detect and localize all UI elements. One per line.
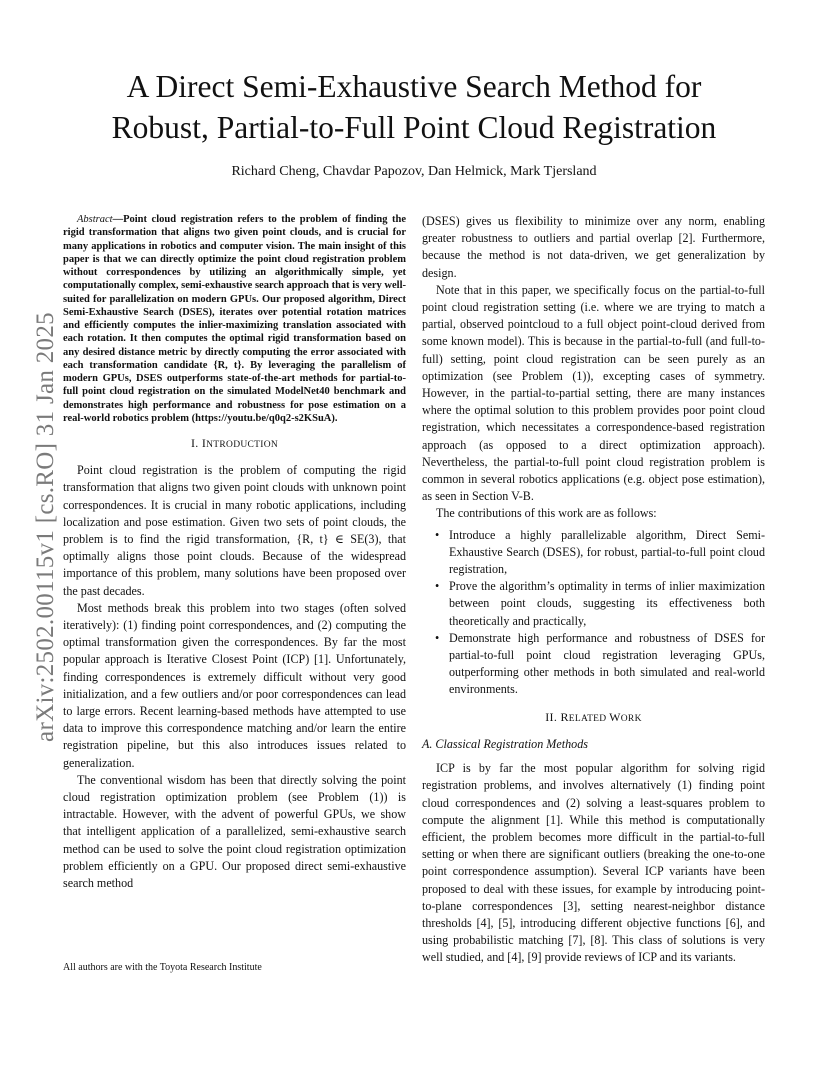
paragraph: Note that in this paper, we specifically focus on the partial-to-full point cloud registration setting (i.e. where we are trying to match a partial, observed pointcloud to a full object point-cloud derived from some known model). This is because in the partial-to-full (and full-to-full) setting, point cloud registration can be seen purely as an optimization (see Problem (1)), excepting cases of symmetry. However, in the partial-to-partial setting, there are many instances where the optimal solution to this problem provides poor point cloud registration, which necessitates a correspondence-based registration approach (as opposed to a direct optimization approach). Nevertheless, the partial-to-full point cloud registration problem is common in several robotics applications (e.g. object pose estimation), as seen in Section V-B. [422,282,765,504]
paragraph: The conventional wisdom has been that directly solving the point cloud registration optimization problem (see Problem (1)) is intractable. However, with the advent of powerful GPUs, we show that intelligent application of a parallelized, semi-exhaustive search method can be used to solve the point cloud registration optimization problem efficiently on a GPU. Our proposed direct semi-exhaustive search method [63,772,406,891]
title-line-2: Robust, Partial-to-Full Point Cloud Registration [111,110,717,145]
paragraph: Most methods break this problem into two stages (often solved iteratively): (1) finding point correspondences, and (2) computing the optimal transformation given the correspondences. By far the most popular approach is Iterative Closest Point (ICP) [1]. Unfortunately, finding correspondences is extremely difficult without very good initialization, and a few outliers and/or poor correspondences can lead to large errors. Recent learning-based methods have attempted to use data to improve this correspondence matching and/or learn the entire registration pipeline, but this also introduces issues related to generalization. [63,600,406,770]
section-heading-introduction: I. INTRODUCTION [190,436,279,450]
abstract-label: Abstract [77,214,113,225]
arxiv-identifier: arXiv:2502.00115v1 [cs.RO] 31 Jan 2025 [32,312,59,742]
subsection-heading: A. Classical Registration Methods [422,736,588,751]
section-heading-related-work: II. RELATED WORK [545,709,642,724]
paragraph: The contributions of this work are as follows: [436,506,657,521]
paper-title [60,66,768,148]
left-column [63,213,406,892]
list-item: • Prove the algorithm’s optimality in terms of inlier maximization between point clouds, suggesting its effectiveness both theoretically and practically, [449,578,765,630]
list-item: • Introduce a highly parallelizable algorithm, Direct Semi-Exhaustive Search (DSES), for robust, partial-to-full point cloud registration, [449,527,765,579]
author-list: Richard Cheng, Chavdar Papozov, Dan Helmick, Mark Tjersland [231,164,597,179]
paragraph: (DSES) gives us flexibility to minimize over any norm, enabling greater robustness to outliers and partial overlap [2]. Furthermore, because the method is not data-driven, we get generalization by design. [422,214,765,280]
title-line-1: A Direct Semi-Exhaustive Search Method for [126,69,702,104]
list-item: • Demonstrate high performance and robustness of DSES for partial-to-full point cloud registration leveraging GPUs, outperforming other methods in both simulated and real-world environments. [449,630,765,699]
footnote: All authors are with the Toyota Research Institute [63,962,262,973]
abstract-text: Point cloud registration refers to the problem of finding the rigid transformation that aligns two given point clouds, and is crucial for many applications in robotics and computer vision. The main insight of this paper is that we can directly optimize the point cloud registration problem without correspondences by utilizing an algorithmically simple, yet computationally complex, semi-exhaustive search approach that is very well-suited for parallelization on modern GPUs. Our proposed algorithm, Direct Semi-Exhaustive Search (DSES), iterates over potential rotation matrices and efficiently computes the inlier-maximizing translation associated with each rotation. It then computes the optimal rigid transformation based on any desired distance metric by directly computing the error associated with each transformation candidate {R, t}. By leveraging the parallelism of modern GPUs, DSES outperforms state-of-the-art methods for partial-to-full point cloud registration on the simulated ModelNet40 benchmark and demonstrates high performance and robustness for pose estimation on a real-world robotics problem (https://youtu.be/q0q2-s2KSuA). [63,214,406,424]
contributions-list [422,527,765,699]
right-column [422,213,765,967]
paragraph: Point cloud registration is the problem of computing the rigid transformation that aligns two given point clouds with unknown point correspondences. It is crucial in many robotic applications, including localization and pose estimation. Given two sets of point clouds, the problem is to find the rigid transformation, {R, t} ∈ SE(3), that optimally aligns those point clouds. Because of the widespread importance of this problem, many solutions have been proposed over the past decades. [63,463,406,598]
abstract: Abstract—Point cloud registration refers to the problem of finding the rigid transformation that aligns two given point clouds, and is crucial for many applications in robotics and computer vision. The main insight of this paper is that we can directly optimize the point cloud registration problem without correspondences by utilizing an algorithmically simple, yet computationally complex, semi-exhaustive search approach that is very well-suited for parallelization on modern GPUs. Our proposed algorithm, Direct Semi-Exhaustive Search (DSES), iterates over potential rotation matrices and efficiently computes the inlier-maximizing translation associated with each rotation. It then computes the optimal rigid transformation based on any desired distance metric by directly computing the error associated with each transformation candidate {R, t}. By leveraging the parallelism of modern GPUs, DSES outperforms state-of-the-art methods for partial-to-full point cloud registration on the simulated ModelNet40 benchmark and demonstrates high performance and robustness for pose estimation on a real-world robotics problem (https://youtu.be/q0q2-s2KSuA). [63,214,406,424]
paragraph: ICP is by far the most popular algorithm for solving rigid registration problems, and involves alternatively (1) finding point cloud correspondences and (2) solving a least-squares problem to compute the alignment [1]. While this method is computationally efficient, the problem becomes more difficult in the partial-to-full setting or when there are significant outliers (breaking the one-to-one point correspondence assumption). Several ICP variants have been proposed to deal with these issues, for example by introducing point-to-plane correspondences [3], setting nearest-neighbor distance thresholds [4], [5], introducing different objective functions [6], and using probabilistic matching [7], [8]. This class of solutions is very well studied, and [4], [9] provide reviews of ICP and its variants. [422,761,765,965]
